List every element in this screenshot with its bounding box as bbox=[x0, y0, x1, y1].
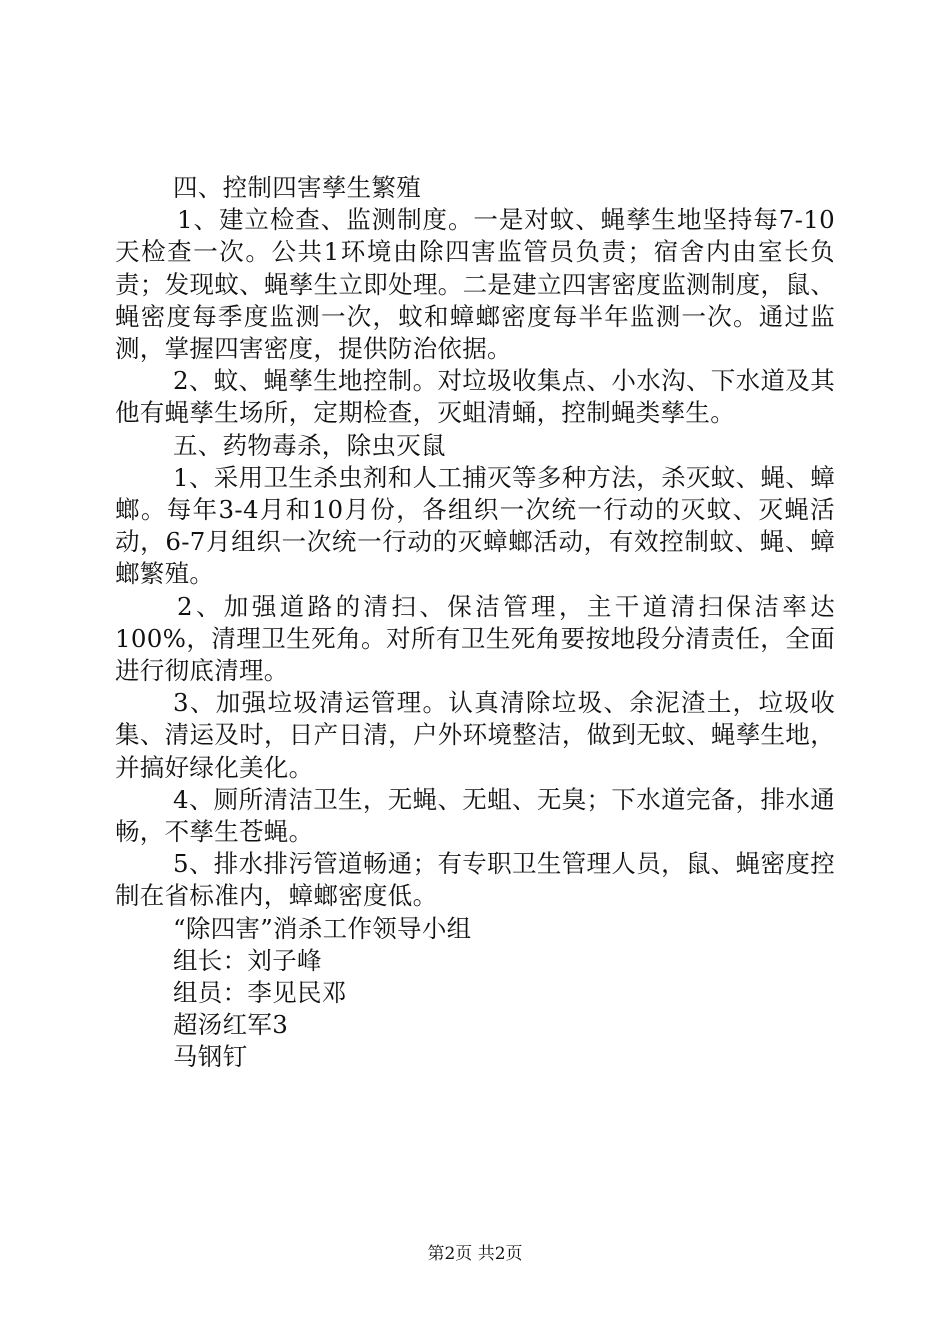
paragraph-drainage: 5、排水排污管道畅通；有专职卫生管理人员，鼠、蝇密度控制在省标准内，蟑螂密度低。 bbox=[115, 849, 835, 911]
paragraph-garbage-management: 3、加强垃圾清运管理。认真清除垃圾、余泥渣土，垃圾收集、清运及时，日产日清，户外环境整洁，做到无蚊、蝇孳生地，并搞好绿化美化。 bbox=[115, 688, 835, 782]
group-members: 组员：李见民邓 bbox=[173, 978, 347, 1008]
paragraph-breeding-control: 2、蚊、蝇孳生地控制。对垃圾收集点、小水沟、下水道及其他有蝇孳生场所，定期检查，灭蛆清蛹，控制蝇类孳生。 bbox=[115, 366, 835, 428]
paragraph-insecticide: 1、采用卫生杀虫剂和人工捕灭等多种方法，杀灭蚊、蝇、蟑螂。每年3-4月和10月份，各组织一次统一行动的灭蚊、灭蝇活动，6-7月组织一次统一行动的灭蟑螂活动，有效控制蚊、蝇、蟑螂繁殖。 bbox=[115, 462, 835, 589]
section-heading-5: 五、药物毒杀，除虫灭鼠 bbox=[173, 430, 446, 460]
section-heading-4: 四、控制四害孳生繁殖 bbox=[173, 173, 421, 202]
document-body bbox=[115, 172, 835, 1074]
paragraph-toilet-hygiene: 4、厕所清洁卫生，无蝇、无蛆、无臭；下水道完备，排水通畅，不孳生苍蝇。 bbox=[115, 784, 835, 847]
group-members-continued: 超汤红军3 bbox=[173, 1010, 289, 1040]
paragraph-road-cleaning: 2、加强道路的清扫、保洁管理，主干道清扫保洁率达100%，清理卫生死角。对所有卫生死角要按地段分清责任，全面进行彻底清理。 bbox=[115, 591, 835, 686]
group-title: “除四害”消杀工作领导小组 bbox=[173, 913, 472, 943]
group-members-last: 马钢钉 bbox=[173, 1042, 248, 1072]
page-footer: 第2页 共2页 bbox=[427, 1244, 523, 1264]
group-leader: 组长：刘子峰 bbox=[173, 945, 322, 975]
paragraph-inspection-monitoring: 1、建立检查、监测制度。一是对蚊、蝇孳生地坚持每7-10天检查一次。公共1环境由除四害监管员负责；宿舍内由室长负责；发现蚊、蝇孳生立即处理。二是建立四害密度监测制度，鼠、蝇密度每季度监测一次，蚊和蟑螂密度每半年监测一次。通过监测，掌握四害密度，提供防治依据。 bbox=[115, 205, 835, 364]
